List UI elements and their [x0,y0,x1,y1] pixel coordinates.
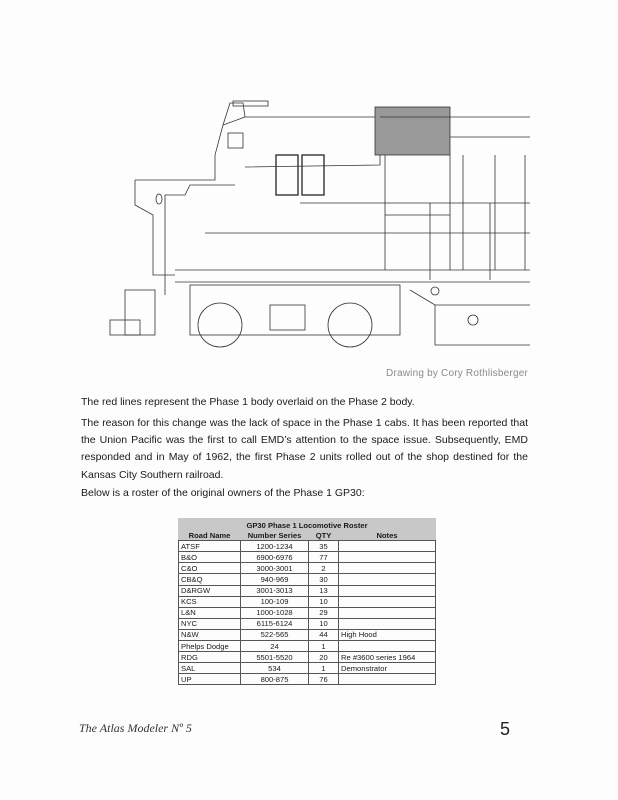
locomotive-drawing [95,95,530,360]
number-series-cell: 940-969 [241,574,309,585]
notes-cell [339,585,436,596]
notes-cell: High Hood [339,629,436,640]
air-reservoir [431,287,439,295]
drawing-credit: Drawing by Cory Rothlisberger [386,368,528,379]
roster-table [178,518,436,685]
table-row [179,574,436,585]
road-name-cell: B&O [179,552,241,563]
notes-cell: Re #3600 series 1964 [339,652,436,663]
qty-cell: 44 [309,629,339,640]
notes-cell [339,618,436,629]
roster-title: GP30 Phase 1 Locomotive Roster [179,519,436,531]
table-row [179,652,436,663]
table-row [179,663,436,674]
page-number: 5 [500,719,511,739]
table-row [179,541,436,552]
cab-window-2 [302,155,324,195]
number-series-cell: 3000-3001 [241,563,309,574]
column-header: Number Series [241,530,309,541]
number-series-cell: 1000-1028 [241,607,309,618]
headlight [228,133,243,148]
notes-cell [339,674,436,685]
number-series-cell: 3001-3013 [241,585,309,596]
number-light [156,194,162,204]
column-header: Road Name [179,530,241,541]
notes-cell [339,563,436,574]
qty-cell: 76 [309,674,339,685]
table-row [179,674,436,685]
column-header: Notes [339,530,436,541]
table-row [179,607,436,618]
wheel-rear [328,303,372,347]
truck-frame [190,285,400,335]
notes-cell [339,574,436,585]
notes-cell [339,541,436,552]
number-series-cell: 522-565 [241,629,309,640]
road-name-cell: SAL [179,663,241,674]
road-name-cell: RDG [179,652,241,663]
road-name-cell: C&O [179,563,241,574]
cab-outline [135,117,380,180]
table-row [179,596,436,607]
hood-doors [385,155,525,270]
qty-cell: 20 [309,652,339,663]
number-series-cell: 100-109 [241,596,309,607]
short-hood [135,180,175,275]
handrail [165,185,530,295]
number-series-cell: 5501-5520 [241,652,309,663]
number-series-cell: 6900-6976 [241,552,309,563]
fuel-filler [468,315,478,325]
number-series-cell: 534 [241,663,309,674]
road-name-cell: CB&Q [179,574,241,585]
publication-title: The Atlas Modeler Nº 5 [79,721,192,735]
notes-cell: Demonstrator [339,663,436,674]
road-name-cell: D&RGW [179,585,241,596]
table-row [179,641,436,652]
qty-cell: 35 [309,541,339,552]
road-name-cell: ATSF [179,541,241,552]
traction-motor [270,305,305,330]
qty-cell: 1 [309,663,339,674]
table-row [179,618,436,629]
body-paragraph: The reason for this change was the lack of space in the Phase 1 cabs. It has been reported that the Union Pacific was the first to call EMD’s attention to the space issue. Subsequently, EMD responded and in May of 1962, the first Phase 2 units rolled out of the shop destined for the Kansas City Southern railroad. [81,417,528,481]
notes-cell [339,552,436,563]
horn [233,101,268,106]
road-name-cell: L&N [179,607,241,618]
table-row [179,585,436,596]
road-name-cell: N&W [179,629,241,640]
qty-cell: 29 [309,607,339,618]
notes-cell [339,641,436,652]
table-row [179,629,436,640]
qty-cell: 10 [309,596,339,607]
qty-cell: 77 [309,552,339,563]
column-header: QTY [309,530,339,541]
road-name-cell: KCS [179,596,241,607]
qty-cell: 10 [309,618,339,629]
qty-cell: 13 [309,585,339,596]
number-series-cell: 800-875 [241,674,309,685]
roster-body [179,541,436,685]
notes-cell [339,596,436,607]
fuel-tank [410,290,530,345]
qty-cell: 1 [309,641,339,652]
wheel-front [198,303,242,347]
number-series-cell: 6115-6124 [241,618,309,629]
radiator-grille [375,107,450,155]
table-row [179,563,436,574]
road-name-cell: Phelps Dodge [179,641,241,652]
notes-cell [339,607,436,618]
cab-window-1 [276,155,298,195]
number-series-cell: 24 [241,641,309,652]
qty-cell: 2 [309,563,339,574]
body-paragraph: The red lines represent the Phase 1 body overlaid on the Phase 2 body. [81,396,415,408]
body-paragraph: Below is a roster of the original owners of the Phase 1 GP30: [81,487,365,499]
road-name-cell: UP [179,674,241,685]
number-series-cell: 1200-1234 [241,541,309,552]
table-row [179,552,436,563]
qty-cell: 30 [309,574,339,585]
road-name-cell: NYC [179,618,241,629]
